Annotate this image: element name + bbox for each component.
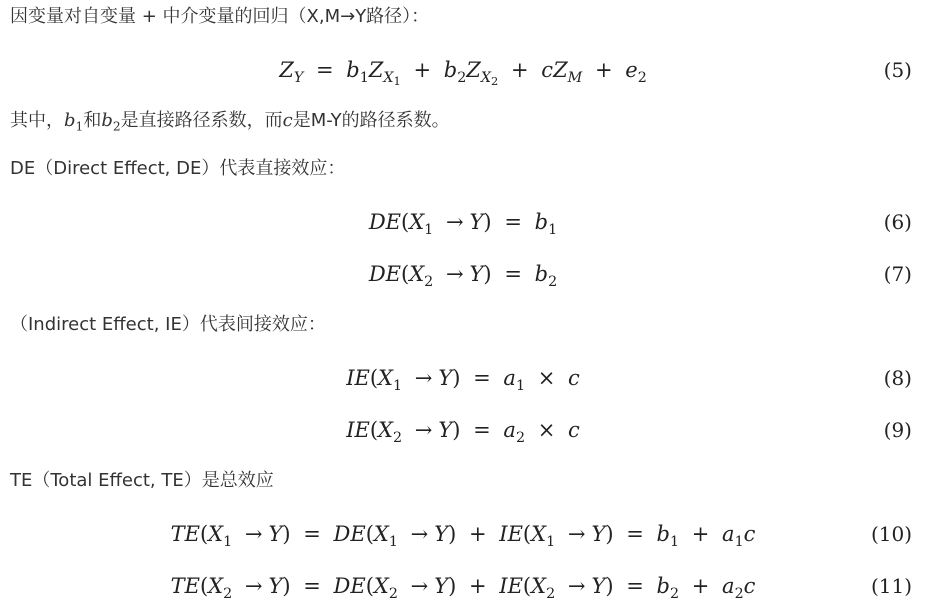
equation-number-6: (6)	[883, 210, 912, 234]
paragraph-indirect-effect: （Indirect Effect, IE）代表间接效应：	[10, 314, 326, 335]
equation-6-body: $DE(X_1 \to Y) = b_1$	[368, 210, 558, 238]
equation-number-11: (11)	[870, 574, 912, 598]
inline-c: c	[282, 110, 293, 131]
equation-6	[0, 204, 926, 240]
regression-text: 因变量对自变量 + 中介变量的回归（X,M→Y路径）：	[10, 6, 430, 27]
paragraph-regression	[10, 4, 429, 30]
equation-5-body: $Z_Y = b_1Z_{X_1} + b_2Z_{X_2} + cZ_M + e_2$	[279, 58, 647, 88]
equation-8	[0, 360, 926, 396]
equation-number-8: (8)	[883, 366, 912, 390]
paragraph-explanation: 其中，$b_1$和$b_2$是直接路径系数，而c是M-Y的路径系数。	[10, 110, 450, 134]
equation-5	[0, 52, 926, 88]
paragraph-direct-effect: DE（Direct Effect, DE）代表直接效应：	[10, 158, 346, 179]
equation-9	[0, 412, 926, 448]
paragraph-total-effect: TE（Total Effect, TE）是总效应	[10, 470, 274, 491]
equation-11-body: $TE(X_2 \to Y) = DE(X_2 \to Y) + IE(X_2 \to Y) = b_2 + a_2c$	[170, 574, 756, 602]
equation-11	[0, 568, 926, 604]
inline-b1: $b_1$	[64, 110, 84, 134]
equation-7	[0, 256, 926, 292]
equation-7-body: $DE(X_2 \to Y) = b_2$	[368, 262, 558, 290]
equation-10-body: $TE(X_1 \to Y) = DE(X_1 \to Y) + IE(X_1 \to Y) = b_1 + a_1c$	[170, 522, 756, 550]
inline-b2: $b_2$	[101, 110, 121, 134]
equation-number-10: (10)	[870, 522, 912, 546]
equation-number-5: (5)	[883, 58, 912, 82]
equation-8-body: $IE(X_1 \to Y) = a_1 \times c$	[346, 366, 580, 394]
equation-number-7: (7)	[883, 262, 912, 286]
equation-number-9: (9)	[883, 418, 912, 442]
equation-9-body: $IE(X_2 \to Y) = a_2 \times c$	[346, 418, 580, 446]
equation-10	[0, 516, 926, 552]
